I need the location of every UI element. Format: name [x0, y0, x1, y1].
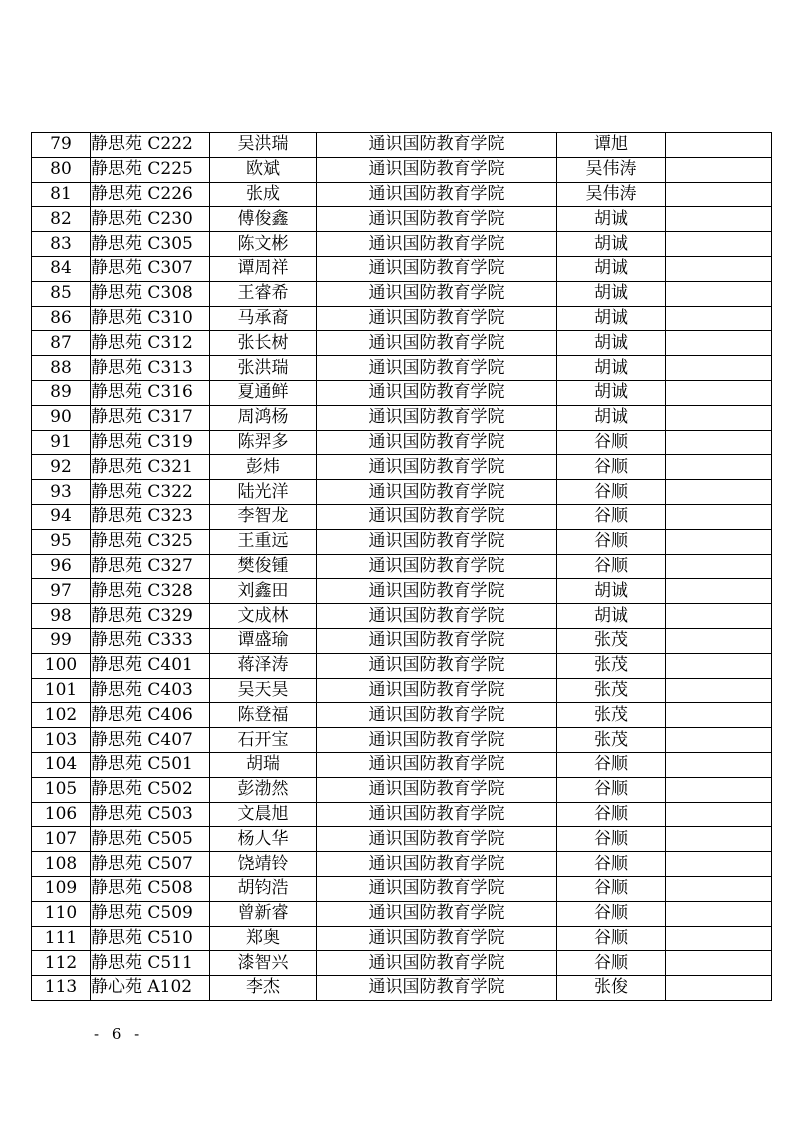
student-name: 夏通鲜: [210, 380, 317, 405]
tutor-name: 张茂: [557, 703, 666, 728]
student-name: 饶靖铃: [210, 852, 317, 877]
note-cell: [666, 306, 772, 331]
college-name: 通识国防教育学院: [317, 281, 557, 306]
table-row: [32, 529, 772, 554]
note-cell: [666, 529, 772, 554]
note-cell: [666, 852, 772, 877]
college-name: 通识国防教育学院: [317, 232, 557, 257]
table-row: [32, 281, 772, 306]
student-name: 刘鑫田: [210, 579, 317, 604]
table-row: [32, 678, 772, 703]
note-cell: [666, 455, 772, 480]
college-name: 通识国防教育学院: [317, 876, 557, 901]
tutor-name: 谷顺: [557, 455, 666, 480]
dorm-room: 静思苑 C321: [91, 455, 210, 480]
row-number: 85: [32, 281, 91, 306]
dorm-room: 静思苑 C501: [91, 752, 210, 777]
dorm-room: 静思苑 C329: [91, 604, 210, 629]
note-cell: [666, 554, 772, 579]
note-cell: [666, 207, 772, 232]
table-row: [32, 504, 772, 529]
dorm-room: 静思苑 C327: [91, 554, 210, 579]
college-name: 通识国防教育学院: [317, 157, 557, 182]
college-name: 通识国防教育学院: [317, 480, 557, 505]
row-number: 97: [32, 579, 91, 604]
roster-table: [31, 132, 772, 1001]
college-name: 通识国防教育学院: [317, 604, 557, 629]
note-cell: [666, 901, 772, 926]
table-row: [32, 207, 772, 232]
table-row: [32, 306, 772, 331]
table-row: [32, 976, 772, 1001]
college-name: 通识国防教育学院: [317, 430, 557, 455]
college-name: 通识国防教育学院: [317, 827, 557, 852]
tutor-name: 胡诚: [557, 331, 666, 356]
table-row: [32, 133, 772, 158]
dorm-room: 静思苑 C323: [91, 504, 210, 529]
row-number: 100: [32, 653, 91, 678]
student-name: 胡瑞: [210, 752, 317, 777]
dorm-room: 静思苑 C325: [91, 529, 210, 554]
tutor-name: 张茂: [557, 678, 666, 703]
note-cell: [666, 182, 772, 207]
note-cell: [666, 777, 772, 802]
row-number: 108: [32, 852, 91, 877]
student-name: 石开宝: [210, 728, 317, 753]
student-name: 文成林: [210, 604, 317, 629]
student-name: 张成: [210, 182, 317, 207]
table-row: [32, 827, 772, 852]
table-row: [32, 455, 772, 480]
note-cell: [666, 331, 772, 356]
row-number: 79: [32, 133, 91, 158]
dorm-room: 静思苑 C317: [91, 405, 210, 430]
note-cell: [666, 380, 772, 405]
student-name: 陈羿多: [210, 430, 317, 455]
tutor-name: 胡诚: [557, 281, 666, 306]
row-number: 103: [32, 728, 91, 753]
student-name: 曾新睿: [210, 901, 317, 926]
student-name: 张长树: [210, 331, 317, 356]
row-number: 98: [32, 604, 91, 629]
dorm-room: 静思苑 C307: [91, 256, 210, 281]
row-number: 90: [32, 405, 91, 430]
row-number: 99: [32, 628, 91, 653]
note-cell: [666, 133, 772, 158]
tutor-name: 谷顺: [557, 802, 666, 827]
note-cell: [666, 232, 772, 257]
tutor-name: 胡诚: [557, 306, 666, 331]
student-name: 王重远: [210, 529, 317, 554]
tutor-name: 谷顺: [557, 777, 666, 802]
note-cell: [666, 281, 772, 306]
note-cell: [666, 405, 772, 430]
dorm-room: 静思苑 C305: [91, 232, 210, 257]
dorm-room: 静思苑 C511: [91, 951, 210, 976]
tutor-name: 张俊: [557, 976, 666, 1001]
table-row: [32, 728, 772, 753]
row-number: 110: [32, 901, 91, 926]
student-name: 陆光洋: [210, 480, 317, 505]
tutor-name: 谷顺: [557, 480, 666, 505]
table-row: [32, 405, 772, 430]
student-name: 樊俊锺: [210, 554, 317, 579]
dorm-room: 静思苑 C312: [91, 331, 210, 356]
table-row: [32, 579, 772, 604]
college-name: 通识国防教育学院: [317, 802, 557, 827]
tutor-name: 谷顺: [557, 827, 666, 852]
table-row: [32, 380, 772, 405]
note-cell: [666, 480, 772, 505]
page-number: - 6 -: [94, 1025, 144, 1043]
note-cell: [666, 752, 772, 777]
row-number: 113: [32, 976, 91, 1001]
note-cell: [666, 728, 772, 753]
college-name: 通识国防教育学院: [317, 529, 557, 554]
college-name: 通识国防教育学院: [317, 926, 557, 951]
table-row: [32, 802, 772, 827]
dorm-room: 静思苑 C508: [91, 876, 210, 901]
tutor-name: 谷顺: [557, 852, 666, 877]
college-name: 通识国防教育学院: [317, 777, 557, 802]
college-name: 通识国防教育学院: [317, 678, 557, 703]
row-number: 105: [32, 777, 91, 802]
tutor-name: 胡诚: [557, 207, 666, 232]
college-name: 通识国防教育学院: [317, 951, 557, 976]
note-cell: [666, 504, 772, 529]
note-cell: [666, 802, 772, 827]
note-cell: [666, 827, 772, 852]
tutor-name: 谷顺: [557, 926, 666, 951]
table-row: [32, 901, 772, 926]
row-number: 95: [32, 529, 91, 554]
row-number: 112: [32, 951, 91, 976]
note-cell: [666, 604, 772, 629]
dorm-room: 静思苑 C313: [91, 356, 210, 381]
dorm-room: 静思苑 C333: [91, 628, 210, 653]
table-row: [32, 157, 772, 182]
note-cell: [666, 678, 772, 703]
row-number: 93: [32, 480, 91, 505]
dorm-room: 静思苑 C505: [91, 827, 210, 852]
row-number: 92: [32, 455, 91, 480]
table-row: [32, 604, 772, 629]
row-number: 83: [32, 232, 91, 257]
note-cell: [666, 926, 772, 951]
table-row: [32, 703, 772, 728]
dorm-room: 静思苑 C407: [91, 728, 210, 753]
table-row: [32, 653, 772, 678]
tutor-name: 胡诚: [557, 405, 666, 430]
tutor-name: 谷顺: [557, 752, 666, 777]
student-name: 傅俊鑫: [210, 207, 317, 232]
row-number: 102: [32, 703, 91, 728]
dorm-room: 静思苑 C403: [91, 678, 210, 703]
dorm-room: 静思苑 C406: [91, 703, 210, 728]
note-cell: [666, 951, 772, 976]
student-name: 马承裔: [210, 306, 317, 331]
tutor-name: 吴伟涛: [557, 182, 666, 207]
tutor-name: 谷顺: [557, 554, 666, 579]
table-row: [32, 554, 772, 579]
student-name: 彭渤然: [210, 777, 317, 802]
student-name: 漆智兴: [210, 951, 317, 976]
tutor-name: 胡诚: [557, 380, 666, 405]
student-name: 张洪瑞: [210, 356, 317, 381]
student-name: 陈登福: [210, 703, 317, 728]
row-number: 109: [32, 876, 91, 901]
dorm-room: 静思苑 C226: [91, 182, 210, 207]
row-number: 101: [32, 678, 91, 703]
table-row: [32, 356, 772, 381]
row-number: 91: [32, 430, 91, 455]
college-name: 通识国防教育学院: [317, 182, 557, 207]
row-number: 111: [32, 926, 91, 951]
college-name: 通识国防教育学院: [317, 976, 557, 1001]
note-cell: [666, 653, 772, 678]
table-row: [32, 752, 772, 777]
tutor-name: 谷顺: [557, 951, 666, 976]
college-name: 通识国防教育学院: [317, 703, 557, 728]
note-cell: [666, 976, 772, 1001]
table-row: [32, 430, 772, 455]
table-row: [32, 480, 772, 505]
dorm-room: 静思苑 C510: [91, 926, 210, 951]
dorm-room: 静思苑 C316: [91, 380, 210, 405]
tutor-name: 谷顺: [557, 430, 666, 455]
dorm-room: 静思苑 C322: [91, 480, 210, 505]
table-row: [32, 256, 772, 281]
note-cell: [666, 579, 772, 604]
roster-body: [32, 133, 772, 1001]
college-name: 通识国防教育学院: [317, 852, 557, 877]
dorm-room: 静思苑 C319: [91, 430, 210, 455]
row-number: 86: [32, 306, 91, 331]
dorm-room: 静思苑 C328: [91, 579, 210, 604]
tutor-name: 吴伟涛: [557, 157, 666, 182]
note-cell: [666, 628, 772, 653]
table-row: [32, 876, 772, 901]
table-row: [32, 777, 772, 802]
tutor-name: 谷顺: [557, 504, 666, 529]
college-name: 通识国防教育学院: [317, 405, 557, 430]
tutor-name: 胡诚: [557, 579, 666, 604]
tutor-name: 胡诚: [557, 232, 666, 257]
student-name: 彭炜: [210, 455, 317, 480]
college-name: 通识国防教育学院: [317, 207, 557, 232]
row-number: 87: [32, 331, 91, 356]
dorm-room: 静思苑 C401: [91, 653, 210, 678]
table-row: [32, 852, 772, 877]
student-name: 谭盛瑜: [210, 628, 317, 653]
student-name: 谭周祥: [210, 256, 317, 281]
row-number: 84: [32, 256, 91, 281]
row-number: 82: [32, 207, 91, 232]
college-name: 通识国防教育学院: [317, 306, 557, 331]
row-number: 106: [32, 802, 91, 827]
college-name: 通识国防教育学院: [317, 331, 557, 356]
tutor-name: 谷顺: [557, 529, 666, 554]
student-name: 胡钧浩: [210, 876, 317, 901]
dorm-room: 静思苑 C502: [91, 777, 210, 802]
college-name: 通识国防教育学院: [317, 256, 557, 281]
table-row: [32, 628, 772, 653]
college-name: 通识国防教育学院: [317, 653, 557, 678]
row-number: 107: [32, 827, 91, 852]
tutor-name: 张茂: [557, 653, 666, 678]
student-name: 王睿希: [210, 281, 317, 306]
dorm-room: 静思苑 C507: [91, 852, 210, 877]
row-number: 94: [32, 504, 91, 529]
table-row: [32, 951, 772, 976]
student-name: 吴洪瑞: [210, 133, 317, 158]
dorm-room: 静思苑 C308: [91, 281, 210, 306]
college-name: 通识国防教育学院: [317, 554, 557, 579]
student-name: 文晨旭: [210, 802, 317, 827]
college-name: 通识国防教育学院: [317, 628, 557, 653]
student-name: 蒋泽涛: [210, 653, 317, 678]
college-name: 通识国防教育学院: [317, 579, 557, 604]
table-row: [32, 331, 772, 356]
college-name: 通识国防教育学院: [317, 133, 557, 158]
student-name: 李杰: [210, 976, 317, 1001]
student-name: 周鸿杨: [210, 405, 317, 430]
note-cell: [666, 430, 772, 455]
dorm-room: 静思苑 C509: [91, 901, 210, 926]
college-name: 通识国防教育学院: [317, 901, 557, 926]
tutor-name: 张茂: [557, 628, 666, 653]
tutor-name: 谷顺: [557, 876, 666, 901]
college-name: 通识国防教育学院: [317, 752, 557, 777]
tutor-name: 谷顺: [557, 901, 666, 926]
college-name: 通识国防教育学院: [317, 356, 557, 381]
row-number: 104: [32, 752, 91, 777]
student-name: 吴天昊: [210, 678, 317, 703]
row-number: 88: [32, 356, 91, 381]
student-name: 欧斌: [210, 157, 317, 182]
tutor-name: 谭旭: [557, 133, 666, 158]
student-name: 杨人华: [210, 827, 317, 852]
note-cell: [666, 703, 772, 728]
table-row: [32, 232, 772, 257]
student-name: 郑奥: [210, 926, 317, 951]
dorm-room: 静思苑 C222: [91, 133, 210, 158]
note-cell: [666, 876, 772, 901]
college-name: 通识国防教育学院: [317, 504, 557, 529]
tutor-name: 张茂: [557, 728, 666, 753]
row-number: 89: [32, 380, 91, 405]
tutor-name: 胡诚: [557, 356, 666, 381]
row-number: 80: [32, 157, 91, 182]
college-name: 通识国防教育学院: [317, 728, 557, 753]
table-row: [32, 182, 772, 207]
dorm-room: 静思苑 C225: [91, 157, 210, 182]
college-name: 通识国防教育学院: [317, 380, 557, 405]
note-cell: [666, 256, 772, 281]
student-name: 陈文彬: [210, 232, 317, 257]
table-row: [32, 926, 772, 951]
tutor-name: 胡诚: [557, 256, 666, 281]
dorm-room: 静思苑 C230: [91, 207, 210, 232]
row-number: 81: [32, 182, 91, 207]
dorm-room: 静思苑 C503: [91, 802, 210, 827]
college-name: 通识国防教育学院: [317, 455, 557, 480]
tutor-name: 胡诚: [557, 604, 666, 629]
row-number: 96: [32, 554, 91, 579]
dorm-room: 静心苑 A102: [91, 976, 210, 1001]
note-cell: [666, 157, 772, 182]
dorm-room: 静思苑 C310: [91, 306, 210, 331]
student-name: 李智龙: [210, 504, 317, 529]
note-cell: [666, 356, 772, 381]
